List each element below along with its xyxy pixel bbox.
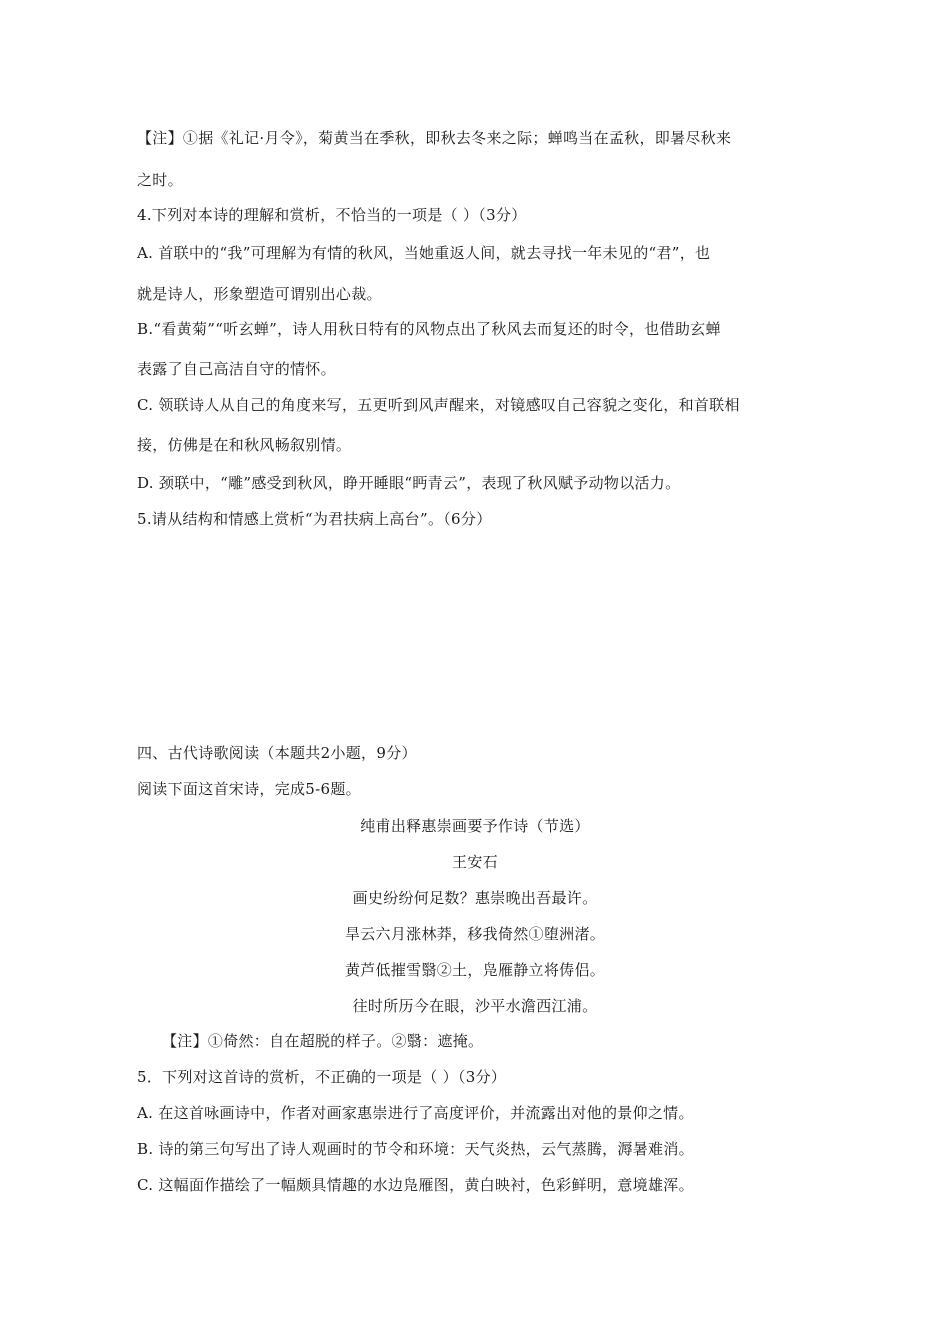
- question-4-option-b-line-2: 表露了自己高洁自守的情怀。: [137, 360, 336, 378]
- question-5-stem-2: 5．下列对这首诗的赏析，不正确的一项是（ ）（3分）: [137, 1068, 507, 1086]
- note-line-2: 之时。: [137, 171, 183, 189]
- question-4-option-a-line-2: 就是诗人，形象塑造可谓别出心裁。: [137, 285, 382, 303]
- poem-line: 旱云六月涨林莽，移我倚然①堕洲渚。: [344, 925, 606, 943]
- question-4-option-d: D. 颈联中，“雕”感受到秋风，睁开睡眼“眄青云”，表现了秋风赋予动物以活力。: [137, 474, 681, 492]
- poem-line: 画史纷纷何足数？惠崇晚出吾最许。: [352, 889, 598, 907]
- note-line-1: 【注】①据《礼记·月令》，菊黄当在季秋，即秋去冬来之际；蝉鸣当在孟秋，即暑尽秋来: [137, 129, 732, 147]
- section-title: 四、古代诗歌阅读（本题共2小题，9分）: [137, 744, 417, 762]
- question-4-option-b-line-1: B.“看黄菊”“听玄蝉”，诗人用秋日特有的风物点出了秋风去而复还的时令，也借助玄蝉: [137, 320, 721, 338]
- poem-line: 黄芦低摧雪翳②土，凫雁静立将俦侣。: [344, 961, 606, 979]
- question-4-option-c-line-2: 接，仿佛是在和秋风畅叙别情。: [137, 436, 352, 454]
- reading-instruction: 阅读下面这首宋诗，完成5-6题。: [137, 780, 361, 798]
- poem-author: 王安石: [452, 853, 498, 871]
- question-4-stem: 4.下列对本诗的理解和赏析，不恰当的一项是（ ）（3分）: [137, 206, 527, 224]
- poem-title: 纯甫出释惠崇画要予作诗（节选）: [360, 817, 590, 835]
- question-5-stem: 5.请从结构和情感上赏析“为君扶病上高台”。（6分）: [137, 510, 492, 528]
- question-5-option-c: C. 这幅面作描绘了一幅颇具情趣的水边凫雁图，黄白映衬，色彩鲜明，意境雄浑。: [137, 1176, 694, 1194]
- poem-line: 往时所历今在眼，沙平水澹西江浦。: [352, 997, 598, 1015]
- question-4-option-c-line-1: C. 领联诗人从自己的角度来写，五更听到风声醒来，对镜感叹自己容貌之变化，和首联相: [137, 396, 740, 414]
- poem-note: 【注】①倚然：自在超脱的样子。②翳：遮掩。: [162, 1032, 484, 1050]
- question-4-option-a-line-1: A. 首联中的“我”可理解为有情的秋风，当她重返人间，就去寻找一年未见的“君”，也: [137, 244, 711, 262]
- question-5-option-b: B. 诗的第三句写出了诗人观画时的节令和环境：天气炎热，云气蒸腾，溽暑难消。: [137, 1140, 694, 1158]
- question-5-option-a: A. 在这首咏画诗中，作者对画家惠崇进行了高度评价，并流露出对他的景仰之情。: [137, 1104, 694, 1122]
